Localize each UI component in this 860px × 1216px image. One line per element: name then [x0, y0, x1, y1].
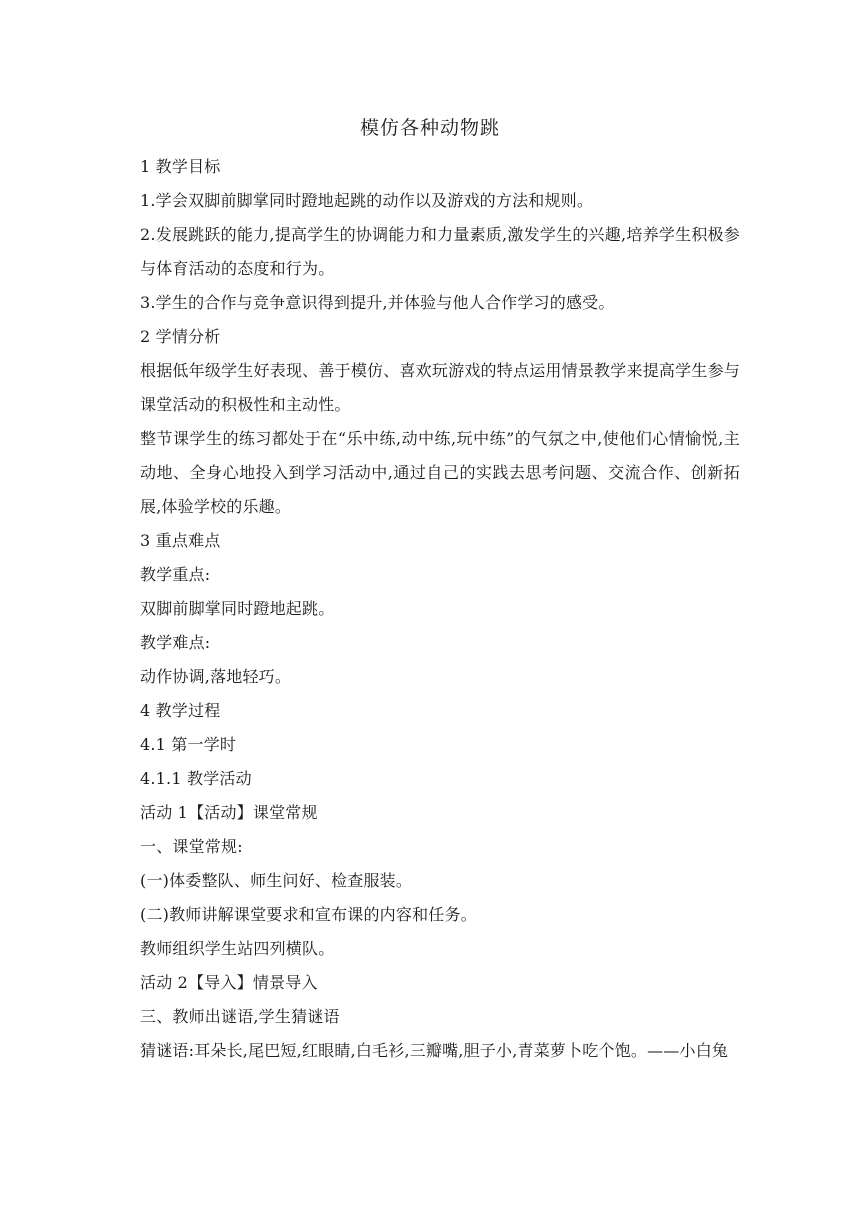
section-heading-objectives: 1 教学目标: [140, 157, 221, 176]
routine-heading: 一、课堂常规:: [140, 837, 243, 856]
objective-1: 1.学会双脚前脚掌同时蹬地起跳的动作以及游戏的方法和规则。: [140, 191, 594, 210]
activity-2-heading: 活动 2【导入】情景导入: [140, 973, 318, 992]
routine-item-2: (二)教师讲解课堂要求和宣布课的内容和任务。: [140, 905, 477, 924]
objective-2: 2.发展跳跃的能力,提高学生的协调能力和力量素质,激发学生的兴趣,培养学生积极参与体育活动的态度和行为。: [140, 225, 740, 278]
difficulty-label: 教学难点:: [140, 633, 211, 652]
analysis-paragraph-2: 整节课学生的练习都处于在“乐中练,动中练,玩中练”的气氛之中,使他们心情愉悦,主动地、全身心地投入到学习活动中,通过自己的实践去思考问题、交流合作、创新拓展,体验学校的乐趣。: [140, 429, 740, 516]
document-body: [140, 150, 740, 1068]
key-point-label: 教学重点:: [140, 565, 211, 584]
subsection-heading-activities: 4.1.1 教学活动: [140, 769, 252, 788]
routine-item-1: (一)体委整队、师生问好、检查服装。: [140, 871, 413, 890]
activity-1-heading: 活动 1【活动】课堂常规: [140, 803, 318, 822]
riddle-text: 猜谜语:耳朵长,尾巴短,红眼睛,白毛衫,三瓣嘴,胆子小,青菜萝卜吃个饱。——小白兔: [140, 1041, 729, 1060]
key-point-text: 双脚前脚掌同时蹬地起跳。: [140, 599, 335, 618]
document-title: 模仿各种动物跳: [359, 117, 500, 139]
analysis-paragraph-1: 根据低年级学生好表现、善于模仿、喜欢玩游戏的特点运用情景教学来提高学生参与课堂活动的积极性和主动性。: [140, 361, 740, 414]
routine-note: 教师组织学生站四列横队。: [140, 939, 335, 958]
objective-3: 3.学生的合作与竞争意识得到提升,并体验与他人合作学习的感受。: [140, 293, 615, 312]
riddle-heading: 三、教师出谜语,学生猜谜语: [140, 1007, 340, 1026]
section-heading-process: 4 教学过程: [140, 701, 221, 720]
section-heading-analysis: 2 学情分析: [140, 327, 221, 346]
subsection-heading-lesson-1: 4.1 第一学时: [140, 735, 237, 754]
difficulty-text: 动作协调,落地轻巧。: [140, 667, 292, 686]
section-heading-key-points: 3 重点难点: [140, 531, 221, 550]
